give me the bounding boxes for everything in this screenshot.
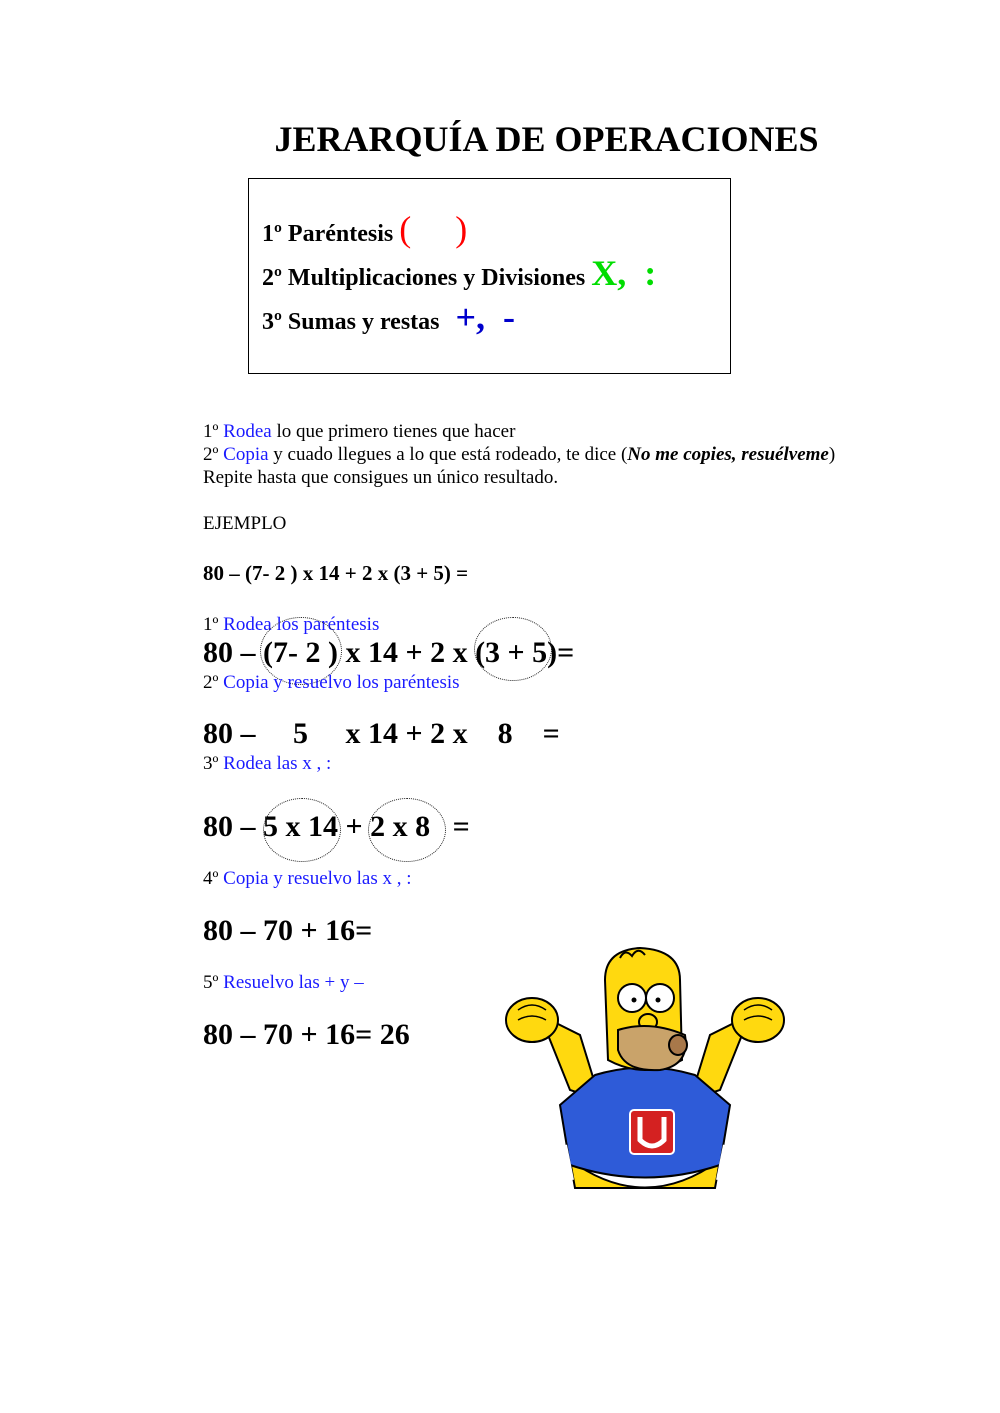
dotted-circle-mult-2 — [368, 798, 446, 862]
instruction-line-1: 1º Rodea lo que primero tienes que hacer — [203, 421, 516, 442]
mult-div-symbol: X, : — [591, 253, 657, 293]
instruction-line-2: 2º Copia y cuado llegues a lo que está rodeado, te dice (No me copies, resuélveme) — [203, 444, 836, 465]
rule-addition — [262, 296, 515, 338]
close-paren-symbol: ) — [455, 209, 468, 249]
add-sub-symbol: +, - — [455, 297, 516, 337]
step-3-label: 3º Rodea las x , : — [203, 753, 332, 774]
rule-label: 2º Multiplicaciones y Divisiones — [262, 265, 586, 291]
instruction-line-3: Repite hasta que consigues un único resultado. — [203, 467, 559, 488]
step-4-expression: 80 – 70 + 16= — [203, 914, 373, 947]
step-1-expression: 80 – (7- 2 ) x 14 + 2 x (3 + 5)= — [203, 636, 575, 669]
step-5-label: 5º Resuelvo las + y – — [203, 972, 364, 993]
example-expression: 80 – (7- 2 ) x 14 + 2 x (3 + 5) = — [203, 561, 469, 585]
step-3-expression: 80 – 5 x 14 + 2 x 8 = — [203, 810, 470, 843]
step-5-expression: 80 – 70 + 16= 26 — [203, 1018, 410, 1051]
step-1-label: 1º Rodea los paréntesis — [203, 614, 380, 635]
keyword-copia: Copia — [223, 444, 269, 465]
step-2-label: 2º Copia y resuelvo los paréntesis — [203, 672, 460, 693]
dotted-circle-mult-1 — [263, 798, 341, 862]
cheering-cartoon-character-illustration — [500, 940, 790, 1195]
keyword-rodea: Rodea — [223, 421, 272, 442]
rule-label: 1º Paréntesis — [262, 221, 394, 247]
step-4-label: 4º Copia y resuelvo las x , : — [203, 868, 412, 889]
no-me-copies-note: No me copies, resuélveme — [627, 444, 829, 465]
rule-label: 3º Sumas y restas — [262, 309, 440, 335]
dotted-circle-paren-2 — [474, 617, 552, 681]
example-label: EJEMPLO — [203, 513, 287, 534]
open-paren-symbol: ( — [399, 209, 412, 249]
rule-parentheses — [262, 208, 467, 250]
rule-multiplication — [262, 252, 656, 294]
step-2-expression: 80 – 5 x 14 + 2 x 8 = — [203, 717, 560, 750]
page-title: JERARQUÍA DE OPERACIONES — [274, 119, 819, 159]
